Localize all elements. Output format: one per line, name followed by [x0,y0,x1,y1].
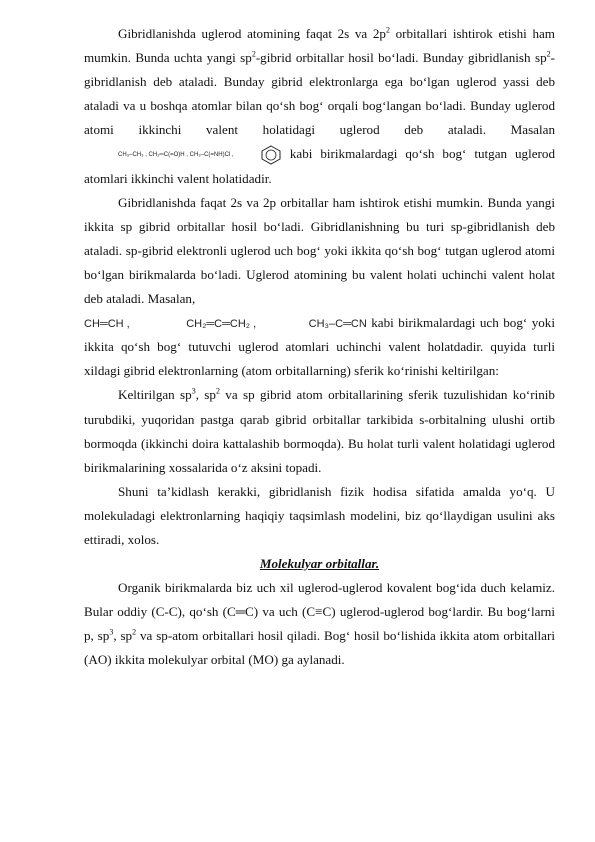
superscript: 2 [385,25,390,35]
text-run: va sp-atom orbitallari hosil qiladi. Bog‘ hosil bo‘lishida ikkita atom orbitallari (AO) ikkita molekulyar orbital (MO) ga aylanadi. [84,628,555,668]
formula-text: CH₂═C═CH₂ [186,318,251,331]
section-heading: Molekulyar orbitallar. [259,556,380,572]
paragraph-model-note [84,480,555,552]
text-run: Shuni ta’kidlash kerakki, gibridlanish fizik hodisa sifatida amalda yo‘q. U molekuladagi elektronlarning haqiqiy taqsimlash modelini, biz qo‘llaydigan usulini aks ettiradi, xolos. [84,483,555,547]
superscript: 2 [132,627,137,637]
text-run: Gibridlanishda uglerod atomining faqat 2s va 2p [118,26,386,41]
text-run: -gibridlanish deb ataladi. Bunday gibrid elektronlarga ega bo‘lgan uglerod yassi deb ataladi va u boshqa atomlar bilan qo‘sh bog‘ orqali bog‘langan bo‘ladi. Bunday uglerod atomi ikkinchi valent holatidagi uglerod deb ataladi. Masalan [84,50,555,138]
text-run: , sp [195,387,216,403]
formula-text: CH [107,318,124,331]
paragraph-orbital-shapes [84,383,555,479]
formula-text: CH [84,318,100,331]
superscript: 3 [109,627,114,637]
document-page [84,22,555,673]
formula-allene: CH₂═C═CH₂ , [186,318,257,331]
text-run: Keltirilgan sp [118,387,192,403]
paragraph-molecular-orbitals [84,576,555,672]
superscript: 2 [546,49,551,59]
text-run: -gibrid orbitallar hosil bo‘ladi. Bunday gibridlanish sp [255,50,547,66]
formula-text: CH₃–CH₃ , CH₂═C(=O)H , CH₃–C(=NH)Cl , [118,152,234,159]
text-run: , sp [113,628,133,644]
superscript: 2 [251,49,256,59]
superscript: 2 [215,387,220,397]
paragraph-sp2-hybridization [84,22,555,191]
superscript: 3 [191,387,196,397]
formula-nitrile [275,318,367,330]
formula-sp2-examples [84,151,252,159]
text-run: Gibridlanishda faqat 2s va 2p orbitallar ham ishtirok etishi mumkin. Bunda yangi ikkita sp gibrid orbitallar hosil bo‘ladi. Gibridlanishning bu turi sp-gibridlanish deb ataladi. sp-gibrid elektronli uglerod uch bog‘ yoki ikkita qo‘sh bog‘ tutgan uglerod atomi bo‘lgan birikmalarda bo‘ladi. Uglerod atomining bu valent holati uchinchi valent holat deb ataladi. Masalan, [84,194,555,307]
text-run: kabi birikmalardagi qo‘sh bog‘ tutgan uglerod atomlari ikkinchi valent holatidadir. [84,146,555,186]
text-run: kabi birikmalardagi uch bog‘ yoki ikkita qo‘sh bog‘ tutuvchi uglerod atomlari uchinchi valent holatdadir. quyida turli xildagi gibrid elektronlarning (atom orbitallarning) sferik ko‘rinishi keltirilgan: [84,315,555,379]
benzene-ring-icon [260,145,282,165]
paragraph-sp-hybridization [84,191,555,384]
text-run: Organik birikmalarda biz uch xil uglerod-uglerod kovalent bog‘ida duch kelamiz. Bular oddiy (C-C), qo‘sh (C═C) va uch (C≡C) uglerod-uglerod bog‘lardir. Bu bog‘larni p, sp [84,580,555,644]
formula-text: CH₃–C═CN [308,318,367,331]
text-run: va sp gibrid atom orbitallarining sferik tuzulishidan ko‘rinib turubdiki, yuqoridan pastga qarab gibrid orbitallar tarkibida s-orbitalning ulushi ortib bormoqda (ikkinchi doira kattalashib bormoqda). Bu holat turli valent holatidagi uglerod birikmalarining xossalarida o‘z aksini topadi. [84,387,555,475]
formula-acetylene: CH═CH , [84,318,130,331]
text-run: orbitallari ishtirok etishi ham mumkin. Bunda uchta yangi sp [84,26,555,66]
